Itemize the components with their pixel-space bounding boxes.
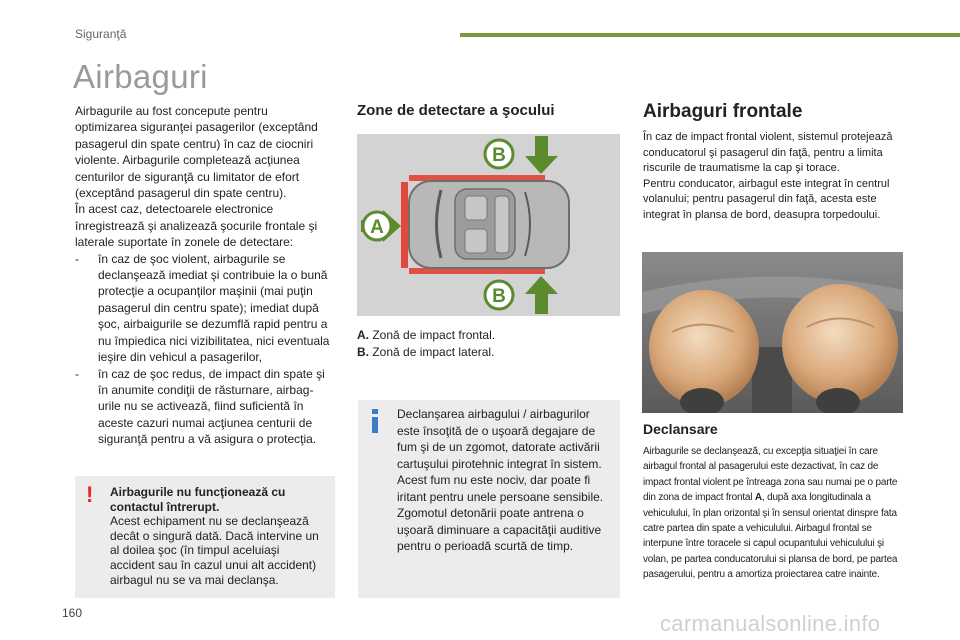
declansare-text-1: Airbagurile se declanşează, cu excepţia situaţiei în care airbagul frontal al pasagerului este dezactivat, în caz de impact frontal violent pe întreaga zona sau numai pe o parte din zona de impact frontal xyxy=(643,446,898,504)
bullet-text: în caz de şoc redus, de impact din spate şi în anumite condiţii de răsturnare, airbag-urile nu se activează, fiind suficientă în aceste cazuri numai acţiunea centurii de siguranţă pentru a vă asigura o protecţia. xyxy=(98,366,325,447)
intro-bullet-2 xyxy=(75,366,333,448)
airbag-photo xyxy=(642,252,903,413)
warning-text xyxy=(110,485,325,587)
airbag-photo-svg xyxy=(642,252,903,413)
legend-text: Zonă de impact lateral. xyxy=(372,344,495,359)
zone-label-a: A xyxy=(370,217,384,238)
legend-item-a xyxy=(357,327,495,344)
front-zone xyxy=(401,182,408,268)
intro-bullet-1 xyxy=(75,251,333,366)
intro-paragraph-1: Airbagurile au fost concepute pentru optimizarea siguranţei pasagerilor (exceptând pasagerul din spate centru) în caz de ciocniri violente. Airbagurile completează acţiunea centurilor de siguranţă cu limitator de efort (exceptând pasagerul din spate centru). xyxy=(75,104,318,201)
bullet-dash: - xyxy=(75,366,79,381)
warning-icon: ! xyxy=(86,482,94,507)
header-section-label: Siguranţă xyxy=(75,27,127,41)
legend-text: Zonă de impact frontal. xyxy=(372,328,496,342)
page-title: Airbaguri xyxy=(73,58,208,95)
watermark: carmanualsonline.info xyxy=(660,611,881,636)
declansare-heading: Declansare xyxy=(643,421,718,437)
legend-item-b xyxy=(357,344,495,361)
bullet-text: în caz de şoc violent, airbagurile se declanşează imediat şi contribuie la o bună protecţie a ocupanţilor maşinii (mai puţin pasagerul din centru spate); imediat după şoc, airbaigurile se dezumflă rapid pentru a nu împiedica nici vizibilitatea, nici eventuala ieşire din vehicul a pasagerilor, xyxy=(98,251,330,365)
car-icon xyxy=(409,181,569,268)
front-airbags-heading: Airbaguri frontale xyxy=(643,101,803,122)
front-airbags-text xyxy=(643,130,905,224)
declansare-text-2: , după axa longitudinala a vehiculului, în plan orizontal şi în sensul orientat dinspre fata catre partea din spate a vehiculului. Airbagul frontal se interpune între toracele si capul ocupantului vehiculului şi volan, pe partea conducatorului si plansa de bord, pe partea pasagerului, pentru a amortiza proiectarea catre inainte. xyxy=(643,492,898,581)
warning-body-text: Acest echipament nu se declanşează decât o singură dată. Dacă intervine un al doilea şoc (în timpul aceluiaşi accident sau în cazul unui alt accident) airbagul nu se va mai declanşa. xyxy=(110,514,319,587)
page-number: 160 xyxy=(62,606,83,620)
header-accent-bar xyxy=(460,33,960,37)
detection-zones-diagram xyxy=(357,134,620,316)
legend-key: B. xyxy=(357,344,369,359)
bullet-dash: - xyxy=(75,251,79,266)
car-diagram-svg xyxy=(357,134,620,316)
front-paragraph-2: Pentru conducator, airbagul este integrat în centrul volanului; pentru pasagerul din faţă, acesta este integrat în plansa de bord, deasupra torpedoului. xyxy=(643,177,890,221)
zone-label-b-top: B xyxy=(492,145,506,166)
intro-paragraph-2: În acest caz, detectoarele electronice înregistrează şi analizează şocurile frontale şi laterale suportate în zonele de detectare: xyxy=(75,202,318,250)
zones-legend xyxy=(357,327,495,360)
intro-column xyxy=(75,103,333,448)
zones-heading: Zone de detectare a şocului xyxy=(357,102,555,119)
front-paragraph-1: În caz de impact frontal violent, sistemul protejează conducatorul şi pasagerul din faţă, pentru a limita riscurile de traumatisme la cap şi torace. xyxy=(643,131,893,175)
info-box xyxy=(358,400,620,598)
warning-box xyxy=(75,476,335,598)
info-text: Declanşarea airbagului / airbagurilor este însoţită de o uşoară degajare de fum şi de un zgomot, datorate activării cartuşului pirotehnic integrat în sistem. Acest fum nu este nociv, dar poate fi iritant pentru unele persoane sensibile. Zgomotul detonării poate antrena o uşoară diminuare a capacităţii auditive pentru o perioadă scurtă de timp. xyxy=(397,407,604,553)
passenger-airbag xyxy=(782,284,898,404)
legend-key: A. xyxy=(357,328,369,342)
declansare-text xyxy=(643,444,905,583)
zone-label-b-bottom: B xyxy=(492,286,506,307)
warning-bold-text: Airbagurile nu funcţionează cu contactul întrerupt. xyxy=(110,485,286,514)
info-icon xyxy=(370,409,380,431)
declansare-bold-a: A xyxy=(754,492,762,504)
